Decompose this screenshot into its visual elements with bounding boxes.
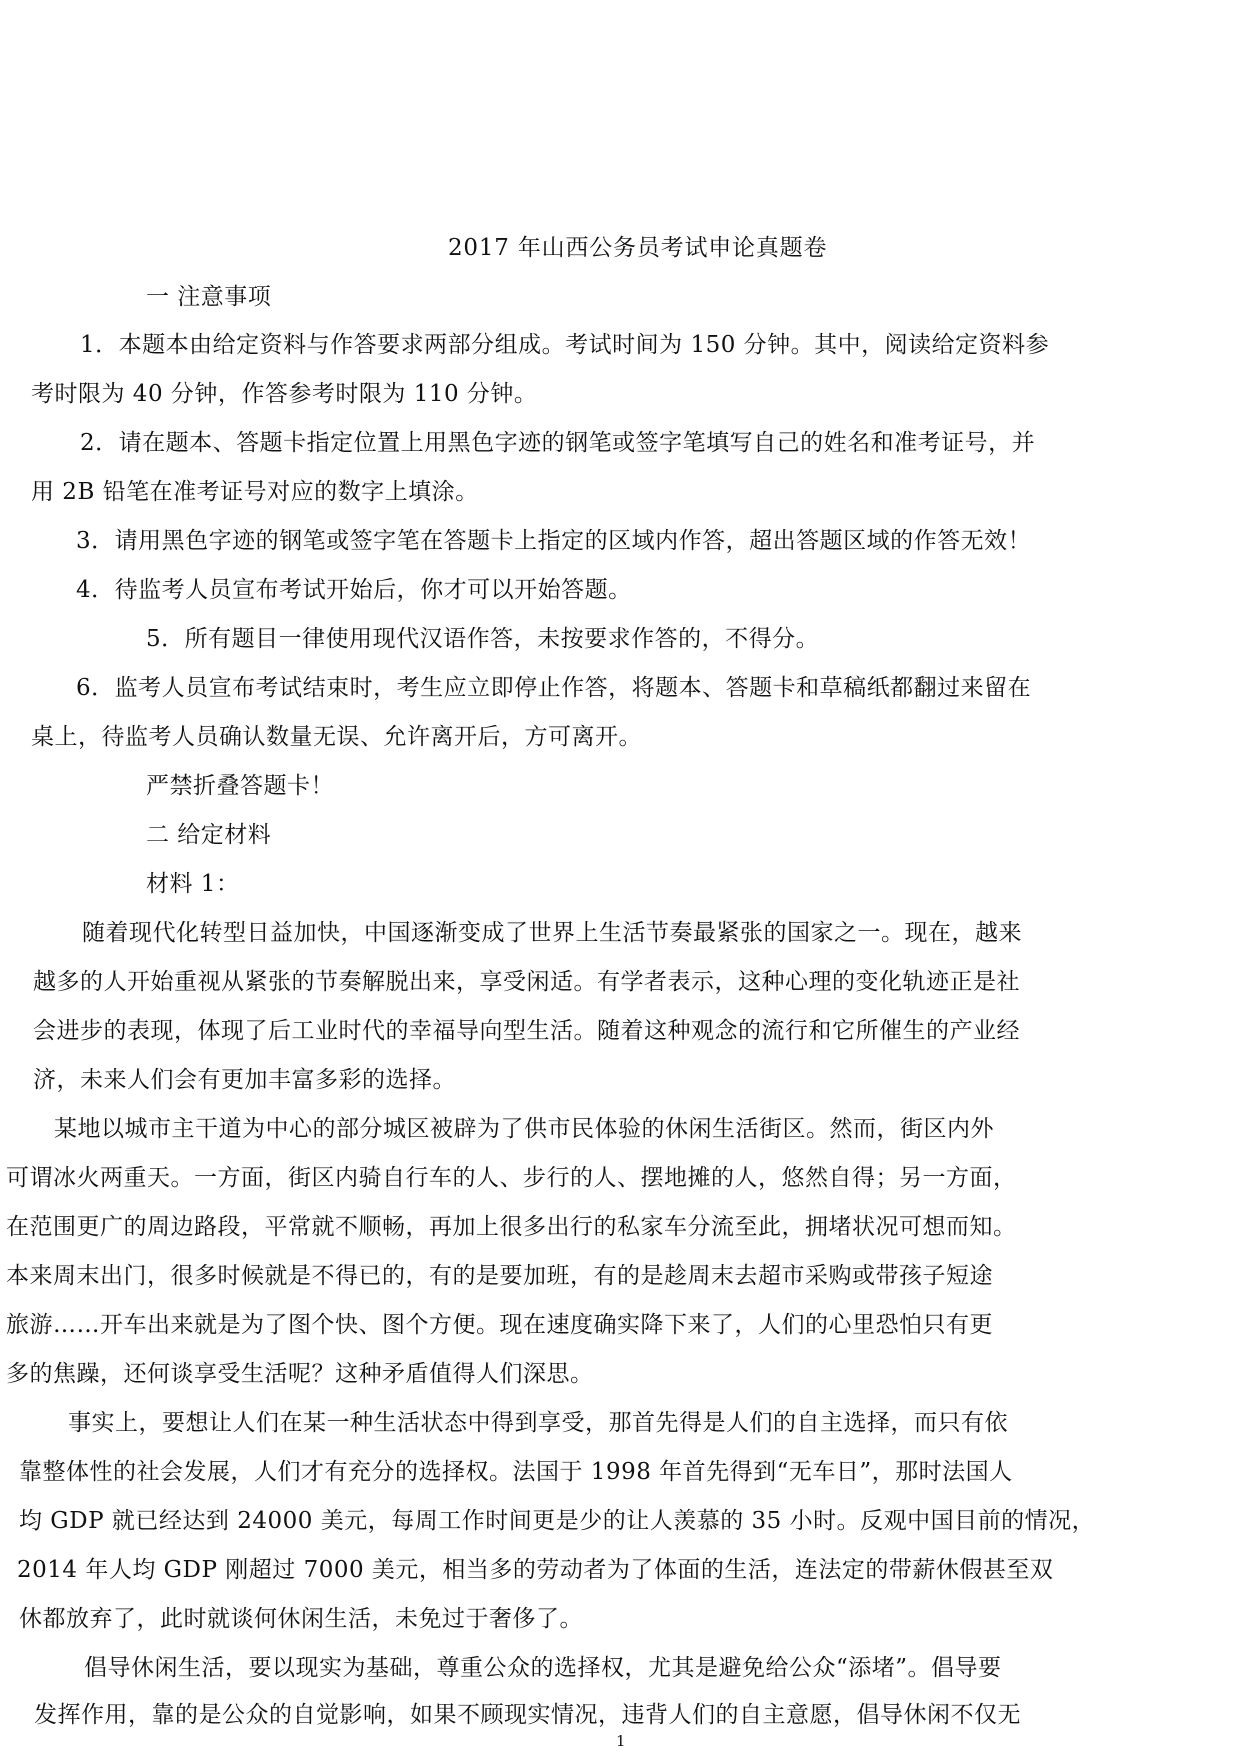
warning-text: 严禁折叠答题卡！ (146, 773, 334, 799)
paragraph-1-line-2: 越多的人开始重视从紧张的节奏解脱出来，享受闲适。有学者表示，这种心理的变化轨迹正是社 (33, 969, 1020, 995)
notice-item-2-line-2: 用 2B 铅笔在准考证号对应的数字上填涂。 (31, 479, 479, 505)
paragraph-3-line-1: 事实上，要想让人们在某一种生活状态中得到享受，那首先得是人们的自主选择，而只有依 (68, 1410, 1008, 1436)
notice-item-4: 4．待监考人员宣布考试开始后，你才可以开始答题。 (76, 577, 632, 603)
paragraph-4-line-1: 倡导休闲生活，要以现实为基础，尊重公众的选择权，尤其是避免给公众“添堵”。倡导要 (84, 1655, 1002, 1681)
paragraph-3-line-2: 靠整体性的社会发展，人们才有充分的选择权。法国于 1998 年首先得到“无车日”，那时法国人 (19, 1459, 1013, 1485)
paragraph-1-line-3: 会进步的表现，体现了后工业时代的幸福导向型生活。随着这种观念的流行和它所催生的产业经 (33, 1018, 1020, 1044)
paragraph-3-line-3: 均 GDP 就已经达到 24000 美元，每周工作时间更是少的让人羡慕的 35 小时。反观中国目前的情况， (19, 1508, 1096, 1534)
paragraph-1-line-4: 济，未来人们会有更加丰富多彩的选择。 (33, 1067, 456, 1093)
page-number: 1 (616, 1732, 626, 1750)
paragraph-2-line-5: 旅游……开车出来就是为了图个快、图个方便。现在速度确实降下来了，人们的心里恐怕只有更 (6, 1312, 993, 1338)
notice-item-3: 3．请用黑色字迹的钢笔或签字笔在答题卡上指定的区域内作答，超出答题区域的作答无效！ (76, 528, 1032, 554)
paragraph-2-line-6: 多的焦躁，还何谈享受生活呢？这种矛盾值得人们深思。 (6, 1361, 594, 1387)
paragraph-2-line-4: 本来周末出门，很多时候就是不得已的，有的是要加班，有的是趁周末去超市采购或带孩子短途 (6, 1263, 993, 1289)
paragraph-4-line-2: 发挥作用，靠的是公众的自觉影响，如果不顾现实情况，违背人们的自主意愿，倡导休闲不仅无 (34, 1702, 1021, 1728)
document-title: 2017 年山西公务员考试申论真题卷 (448, 235, 828, 261)
paragraph-2-line-3: 在范围更广的周边路段，平常就不顺畅，再加上很多出行的私家车分流至此，拥堵状况可想而知。 (6, 1214, 1017, 1240)
material-label: 材料 1： (146, 871, 240, 897)
notice-item-5: 5．所有题目一律使用现代汉语作答，未按要求作答的，不得分。 (146, 626, 820, 652)
notice-item-1-line-1: 1．本题本由给定资料与作答要求两部分组成。考试时间为 150 分钟。其中，阅读给定资料参 (80, 332, 1050, 358)
notice-item-6-line-2: 桌上，待监考人员确认数量无误、允许离开后，方可离开。 (31, 724, 642, 750)
paragraph-3-line-4: 2014 年人均 GDP 刚超过 7000 美元，相当多的劳动者为了体面的生活，连法定的带薪休假甚至双 (17, 1557, 1054, 1583)
paragraph-3-line-5: 休都放弃了，此时就谈何休闲生活，未免过于奢侈了。 (19, 1606, 583, 1632)
paragraph-1-line-1: 随着现代化转型日益加快，中国逐渐变成了世界上生活节奏最紧张的国家之一。现在，越来 (82, 920, 1022, 946)
notice-item-2-line-1: 2．请在题本、答题卡指定位置上用黑色字迹的钢笔或签字笔填写自己的姓名和准考证号，并 (80, 430, 1036, 456)
notice-item-1-line-2: 考时限为 40 分钟，作答参考时限为 110 分钟。 (31, 381, 538, 407)
notice-item-6-line-1: 6．监考人员宣布考试结束时，考生应立即停止作答，将题本、答题卡和草稿纸都翻过来留在 (76, 675, 1032, 701)
paragraph-2-line-1: 某地以城市主干道为中心的部分城区被辟为了供市民体验的休闲生活街区。然而，街区内外 (54, 1116, 994, 1142)
section-heading-materials: 二 给定材料 (146, 822, 272, 848)
paragraph-2-line-2: 可谓冰火两重天。一方面，街区内骑自行车的人、步行的人、摆地摊的人，悠然自得；另一方面， (6, 1165, 1017, 1191)
section-heading-notice: 一 注意事项 (146, 284, 272, 310)
